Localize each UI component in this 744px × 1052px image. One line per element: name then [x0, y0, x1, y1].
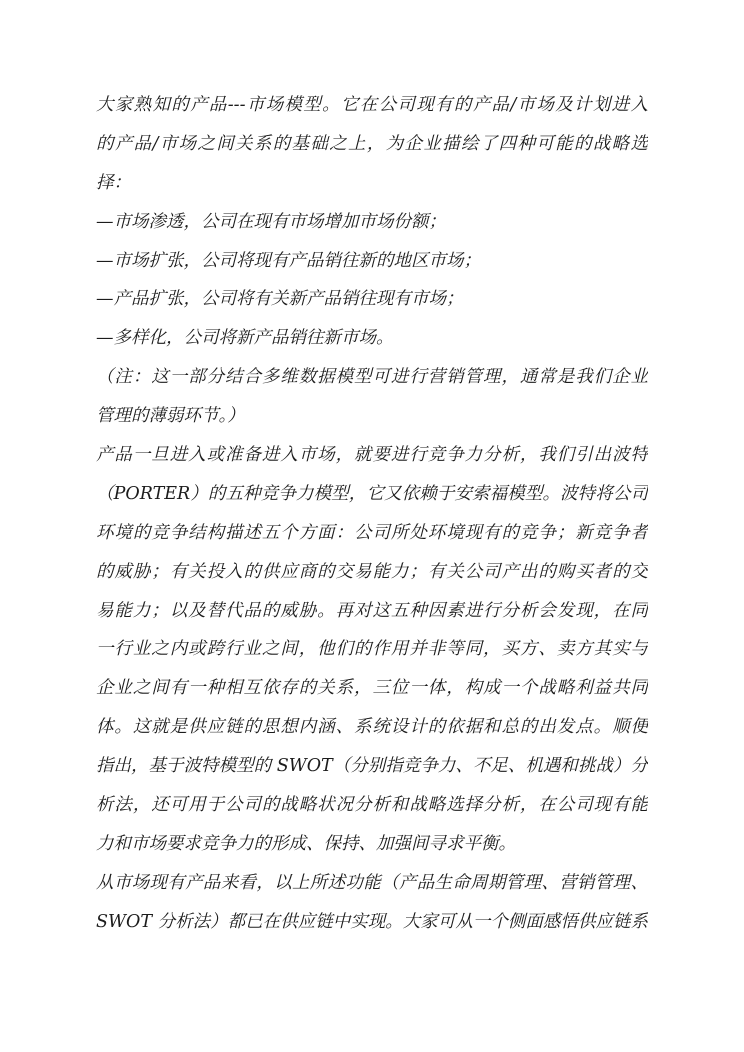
text-line: 大家熟知的产品---市场模型。它在公司现有的产品/市场及计划进入	[96, 95, 648, 115]
text-line: 管理的薄弱环节。）	[96, 406, 245, 427]
text-line: 一行业之内或跨行业之间，他们的作用并非等同，买方、卖方其实与	[96, 639, 648, 660]
text-line: 择：	[96, 172, 131, 193]
text-line: （注：这一部分结合多维数据模型可进行营销管理，通常是我们企业	[96, 367, 648, 388]
text-line: 环境的竞争结构描述五个方面：公司所处环境现有的竞争；新竞争者	[96, 522, 648, 543]
text-line: —产品扩张，公司将有关新产品销往现有市场；	[96, 289, 464, 310]
text-line: 易能力；以及替代品的威胁。再对这五种因素进行分析会发现，在同	[96, 600, 648, 621]
text-line: 企业之间有一种相互依存的关系，三位一体，构成一个战略利益共同	[96, 678, 648, 699]
text-line: 指出，基于波特模型的 SWOT（分别指竞争力、不足、机遇和挑战）分	[96, 756, 648, 777]
text-line: —多样化，公司将新产品销往新市场。	[96, 328, 394, 349]
text-line: 力和市场要求竞争力的形成、保持、加强间寻求平衡。	[96, 833, 516, 854]
text-line: SWOT 分析法）都已在供应链中实现。大家可从一个侧面感悟供应链系	[96, 911, 648, 932]
text-line: 的产品/市场之间关系的基础之上，为企业描绘了四种可能的战略选	[96, 133, 648, 154]
text-line: —市场扩张，公司将现有产品销往新的地区市场；	[96, 250, 481, 271]
text-line: （PORTER）的五种竞争力模型，它又依赖于安索福模型。波特将公司	[96, 483, 648, 504]
text-line: 体。这就是供应链的思想内涵、系统设计的依据和总的出发点。顺便	[96, 717, 648, 738]
text-line: 析法，还可用于公司的战略状况分析和战略选择分析，在公司现有能	[96, 795, 648, 816]
text-line: 从市场现有产品来看，以上所述功能（产品生命周期管理、营销管理、	[96, 872, 648, 893]
document-text-block	[96, 86, 648, 942]
text-line: —市场渗透，公司在现有市场增加市场份额；	[96, 211, 446, 232]
text-line: 产品一旦进入或准备进入市场，就要进行竞争力分析，我们引出波特	[96, 445, 648, 466]
text-line: 的威胁；有关投入的供应商的交易能力；有关公司产出的购买者的交	[96, 561, 648, 582]
